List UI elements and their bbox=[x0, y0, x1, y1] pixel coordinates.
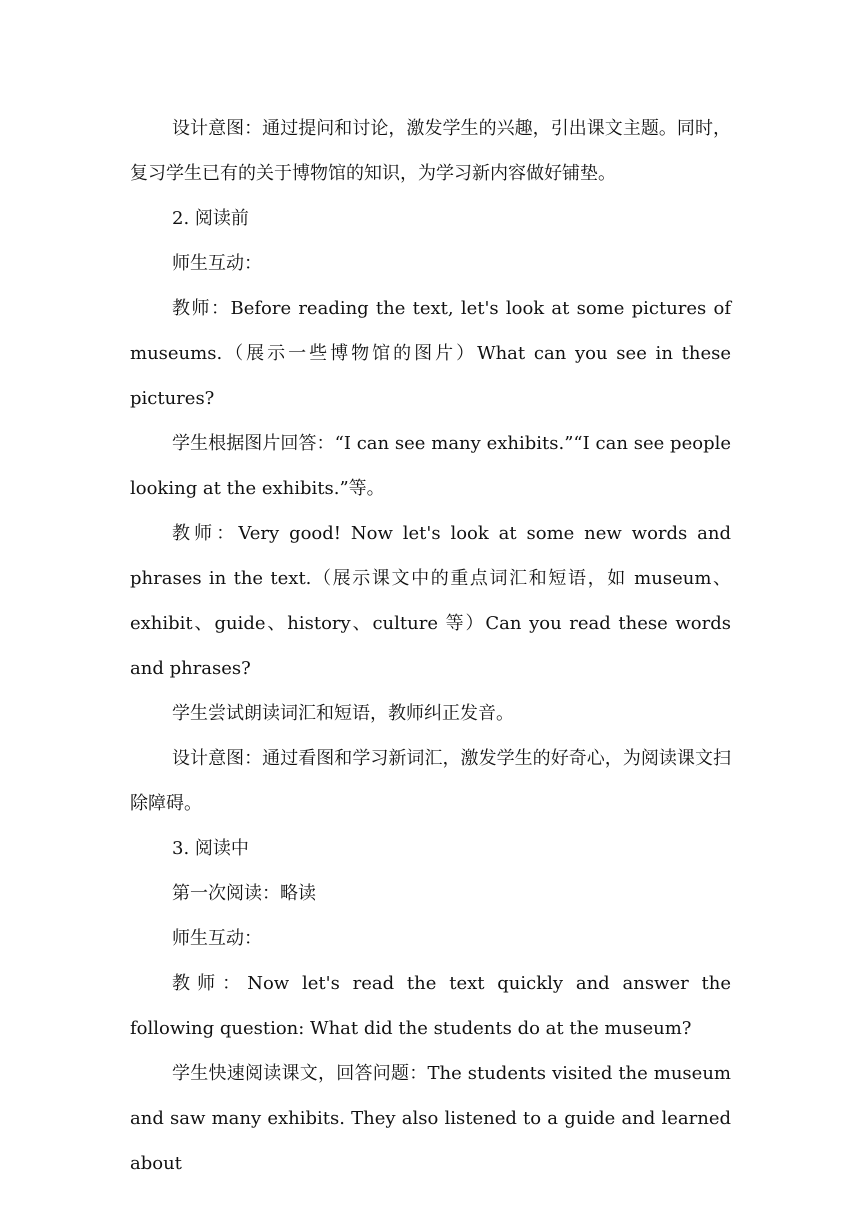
paragraph-student-answers: 学生根据图片回答：“I can see many exhibits.”“I can see people looking at the exhibits.”等。 bbox=[130, 433, 731, 499]
paragraph-student-reading: 学生尝试朗读词汇和短语，教师纠正发音。 bbox=[172, 703, 514, 724]
document-body bbox=[130, 106, 731, 1186]
section-heading-while-reading: 3. 阅读中 bbox=[172, 838, 249, 859]
paragraph-student-skim-answer: 学生快速阅读课文，回答问题：The students visited the museum and saw many exhibits. They also listened to a guide and learned about bbox=[130, 1063, 731, 1174]
paragraph-teacher-new-words: 教师：Very good! Now let's look at some new words and phrases in the text.（展示课文中的重点词汇和短语，如 museum、exhibit、guide、history、culture 等）Can you read these words and phrases? bbox=[130, 523, 731, 679]
paragraph-teacher-question: 教师：Now let's read the text quickly and answer the following question: What did the students do at the museum? bbox=[130, 973, 731, 1039]
paragraph-design-intent-2: 设计意图：通过看图和学习新词汇，激发学生的好奇心，为阅读课文扫除障碍。 bbox=[130, 748, 731, 814]
label-teacher-student-interaction-2: 师生互动： bbox=[172, 928, 262, 949]
section-heading-before-reading: 2. 阅读前 bbox=[172, 208, 249, 229]
paragraph-teacher-pictures: 教师：Before reading the text, let's look at some pictures of museums.（展示一些博物馆的图片）What can you see in these pictures? bbox=[130, 298, 731, 409]
paragraph-design-intent-1: 设计意图：通过提问和讨论，激发学生的兴趣，引出课文主题。同时，复习学生已有的关于博物馆的知识，为学习新内容做好铺垫。 bbox=[130, 118, 731, 184]
label-first-reading-skimming: 第一次阅读：略读 bbox=[172, 883, 316, 904]
label-teacher-student-interaction: 师生互动： bbox=[172, 253, 262, 274]
